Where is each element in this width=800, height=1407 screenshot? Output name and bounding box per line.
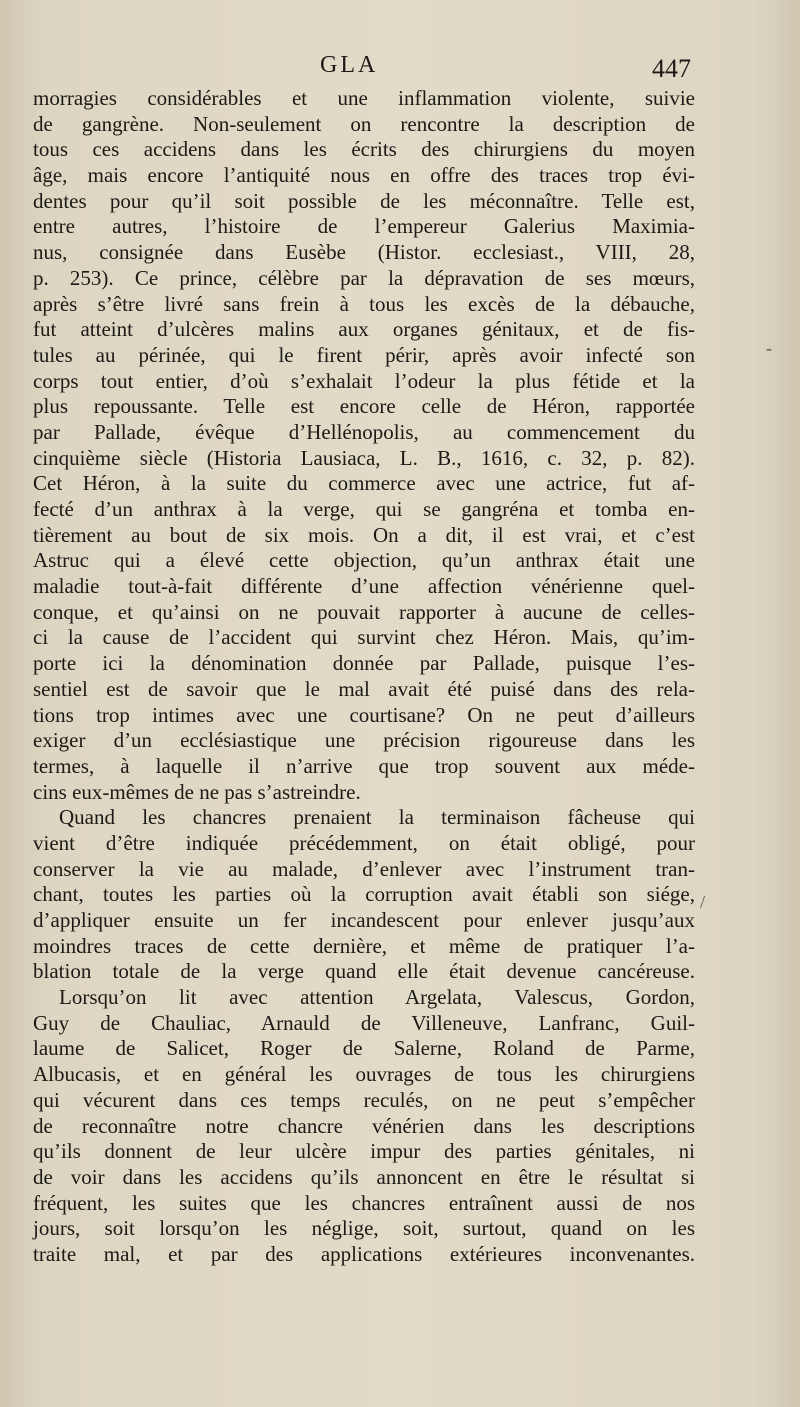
text-line: moindres traces de cette dernière, et même de pratiquer l’a-	[33, 933, 695, 958]
text-line: entre autres, l’histoire de l’empereur Galerius Maximia-	[33, 214, 695, 239]
text-line: jours, soit lorsqu’on les néglige, soit, surtout, quand on les	[33, 1216, 695, 1241]
text-line: par Pallade, évêque d’Hellénopolis, au commencement du	[33, 419, 695, 444]
body-text	[33, 86, 695, 1268]
text-line: conque, et qu’ainsi on ne pouvait rapporter à aucune de celles-	[33, 599, 695, 624]
text-line: dentes pour qu’il soit possible de les méconnaître. Telle est,	[33, 188, 695, 213]
text-line: chant, toutes les parties où la corruption avait établi son siége,	[33, 882, 695, 907]
text-line: de reconnaître notre chancre vénérien dans les descriptions	[33, 1113, 695, 1138]
text-line: vient d’être indiquée précédemment, on était obligé, pour	[33, 830, 695, 855]
text-line: fecté d’un anthrax à la verge, qui se gangréna et tomba en-	[33, 497, 695, 521]
text-line: porte ici la dénomination donnée par Pallade, puisque l’es-	[33, 651, 695, 676]
text-line: exiger d’un ecclésiastique une précision rigoureuse dans les	[33, 728, 695, 753]
text-line: de gangrène. Non-seulement on rencontre la description de	[33, 111, 695, 136]
text-line: corps tout entier, d’où s’exhalait l’odeur la plus fétide et la	[33, 368, 695, 393]
paragraph-end-line: blation totale de la verge quand elle était devenue cancéreuse.	[33, 959, 695, 984]
text-line: qu’ils donnent de leur ulcère impur des parties génitales, ni	[33, 1139, 695, 1164]
text-line: traite mal, et par des applications extérieures inconvenantes.	[33, 1241, 695, 1266]
text-line: de voir dans les accidens qu’ils annoncent en être le résultat si	[33, 1164, 695, 1189]
paragraph-start-line: Lorsqu’on lit avec attention Argelata, Valescus, Gordon,	[59, 985, 695, 1010]
text-line: Cet Héron, à la suite du commerce avec une actrice, fut af-	[33, 471, 695, 496]
text-line: termes, à laquelle il n’arrive que trop souvent aux méde-	[33, 753, 695, 778]
running-head: GLA	[320, 52, 379, 78]
text-line: tous ces accidens dans les écrits des chirurgiens du moyen	[33, 137, 695, 162]
text-line: tules au périnée, qui le firent périr, après avoir infecté son	[33, 342, 695, 367]
text-line: tièrement au bout de six mois. On a dit, il est vrai, et c’est	[33, 522, 695, 547]
text-line: morragies considérables et une inflammation violente, suivie	[33, 86, 695, 110]
text-line: Guy de Chauliac, Arnauld de Villeneuve, Lanfranc, Guil-	[33, 1010, 695, 1035]
page-header	[0, 48, 800, 88]
text-line: maladie tout-à-fait différente d’une affection vénérienne quel-	[33, 574, 695, 599]
text-line: ci la cause de l’accident qui survint chez Héron. Mais, qu’im-	[33, 625, 695, 650]
paragraph-start-line: Quand les chancres prenaient la terminaison fâcheuse qui	[59, 805, 695, 830]
text-line: plus repoussante. Telle est encore celle de Héron, rapportée	[33, 394, 695, 419]
text-line: nus, consignée dans Eusèbe (Histor. ecclesiast., VIII, 28,	[33, 240, 695, 265]
text-line: Albucasis, et en général les ouvrages de tous les chirurgiens	[33, 1062, 695, 1087]
text-line: sentiel est de savoir que le mal avait été puisé dans des rela-	[33, 676, 695, 701]
text-line: Astruc qui a élevé cette objection, qu’un anthrax était une	[33, 548, 695, 573]
text-line: fut atteint d’ulcères malins aux organes génitaux, et de fis-	[33, 317, 695, 342]
text-line: p. 253). Ce prince, célèbre par la dépravation de ses mœurs,	[33, 265, 695, 290]
paragraph-end-line: cins eux-mêmes de ne pas s’astreindre.	[33, 779, 361, 804]
margin-dash-mark: -	[766, 338, 772, 358]
text-line: laume de Salicet, Roger de Salerne, Roland de Parme,	[33, 1036, 695, 1061]
text-line: tions trop intimes avec une courtisane? On ne peut d’ailleurs	[33, 702, 695, 727]
text-line: qui vécurent dans ces temps reculés, on ne peut s’empêcher	[33, 1087, 695, 1112]
page-number: 447	[652, 54, 691, 83]
text-line: conserver la vie au malade, d’enlever avec l’instrument tran-	[33, 856, 695, 881]
text-line: fréquent, les suites que les chancres entraînent aussi de nos	[33, 1190, 695, 1215]
text-line: âge, mais encore l’antiquité nous en offre des traces trop évi-	[33, 163, 695, 188]
text-line: après s’être livré sans frein à tous les excès de la débauche,	[33, 291, 695, 316]
text-line: cinquième siècle (Historia Lausiaca, L. B., 1616, c. 32, p. 82).	[33, 445, 695, 470]
margin-pencil-mark: /	[700, 892, 706, 912]
text-line: d’appliquer ensuite un fer incandescent pour enlever jusqu’aux	[33, 908, 695, 932]
